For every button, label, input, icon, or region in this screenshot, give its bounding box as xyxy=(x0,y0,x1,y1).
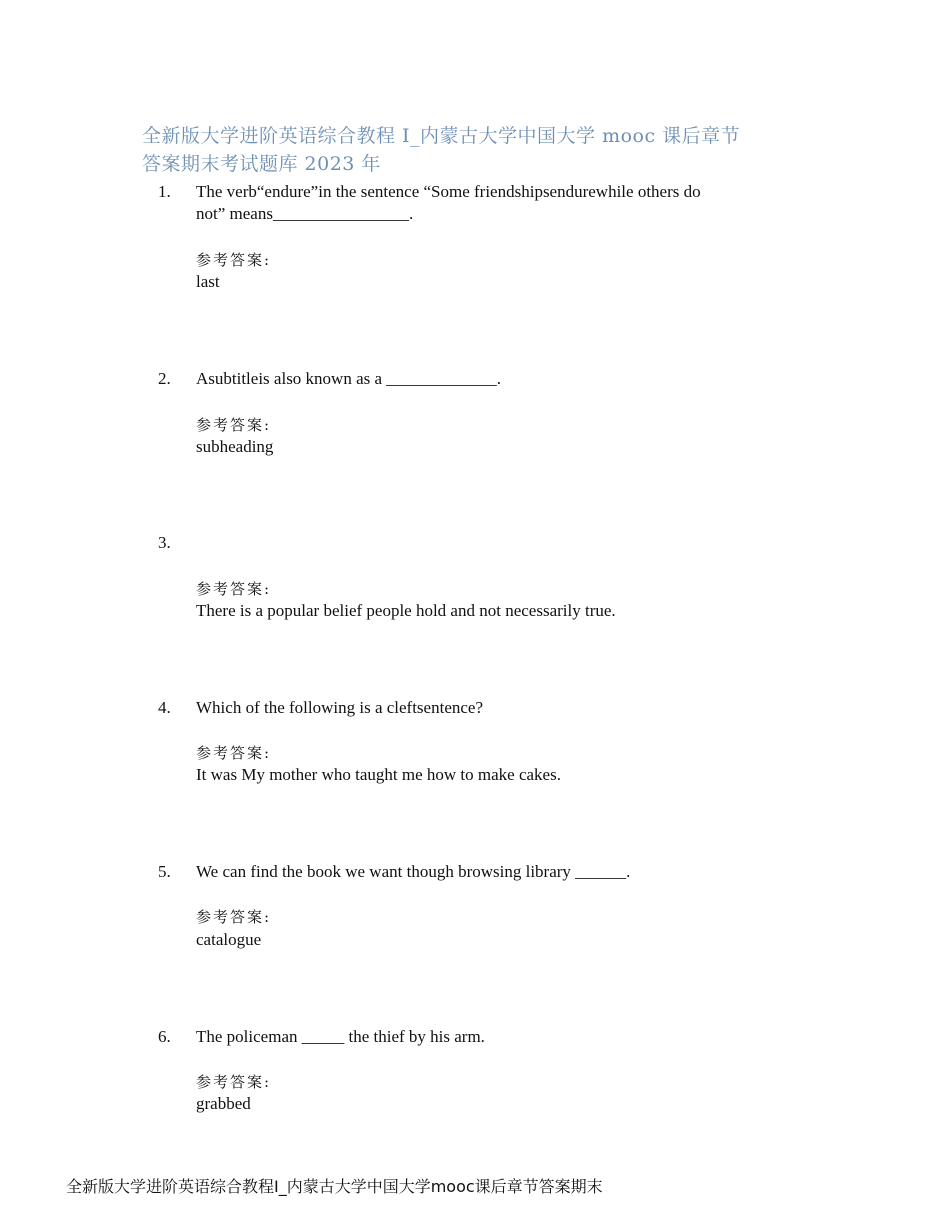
question-number: 5. xyxy=(158,862,171,881)
answer-text: last xyxy=(196,272,220,291)
question-text xyxy=(196,368,766,390)
question-text: Which of the following is a cleftsentence? xyxy=(196,698,483,717)
answer-text: There is a popular belief people hold and not necessarily true. xyxy=(196,601,616,620)
document-title xyxy=(142,122,822,178)
answer-label: 参考答案: xyxy=(196,908,272,926)
answer-label: 参考答案: xyxy=(196,1073,272,1091)
answer-label: 参考答案: xyxy=(196,580,272,598)
answer-text: It was My mother who taught me how to make cakes. xyxy=(196,765,561,784)
question-number: 3. xyxy=(158,533,171,552)
question-text-line-1: The verb“endure”in the sentence “Some friendshipsendurewhile others do xyxy=(196,182,701,201)
document-title-line-1: 全新版大学进阶英语综合教程 I_内蒙古大学中国大学 mooc 课后章节 xyxy=(142,125,741,147)
answer-label: 参考答案: xyxy=(196,416,272,434)
document-title-line-2: 答案期末考试题库 2023 年 xyxy=(142,153,381,175)
page-footer: 全新版大学进阶英语综合教程I_内蒙古大学中国大学mooc课后章节答案期末 xyxy=(66,1177,603,1196)
answer-text: catalogue xyxy=(196,930,262,949)
question-number: 2. xyxy=(158,369,171,388)
question-text-line-2: not” means________________. xyxy=(196,204,414,223)
question-number: 4. xyxy=(158,698,171,717)
question-number: 1. xyxy=(158,182,171,201)
question-number: 6. xyxy=(158,1027,171,1046)
question-text-line-1: Asubtitleis also known as a _____________. xyxy=(196,369,502,388)
question-text xyxy=(196,181,766,225)
answer-text: subheading xyxy=(196,437,274,456)
question-text: We can find the book we want though browsing library ______. xyxy=(196,862,631,881)
answer-label: 参考答案: xyxy=(196,744,272,762)
answer-text: grabbed xyxy=(196,1094,251,1113)
answer-label: 参考答案: xyxy=(196,251,272,269)
question-text: The policeman _____ the thief by his arm. xyxy=(196,1027,485,1046)
